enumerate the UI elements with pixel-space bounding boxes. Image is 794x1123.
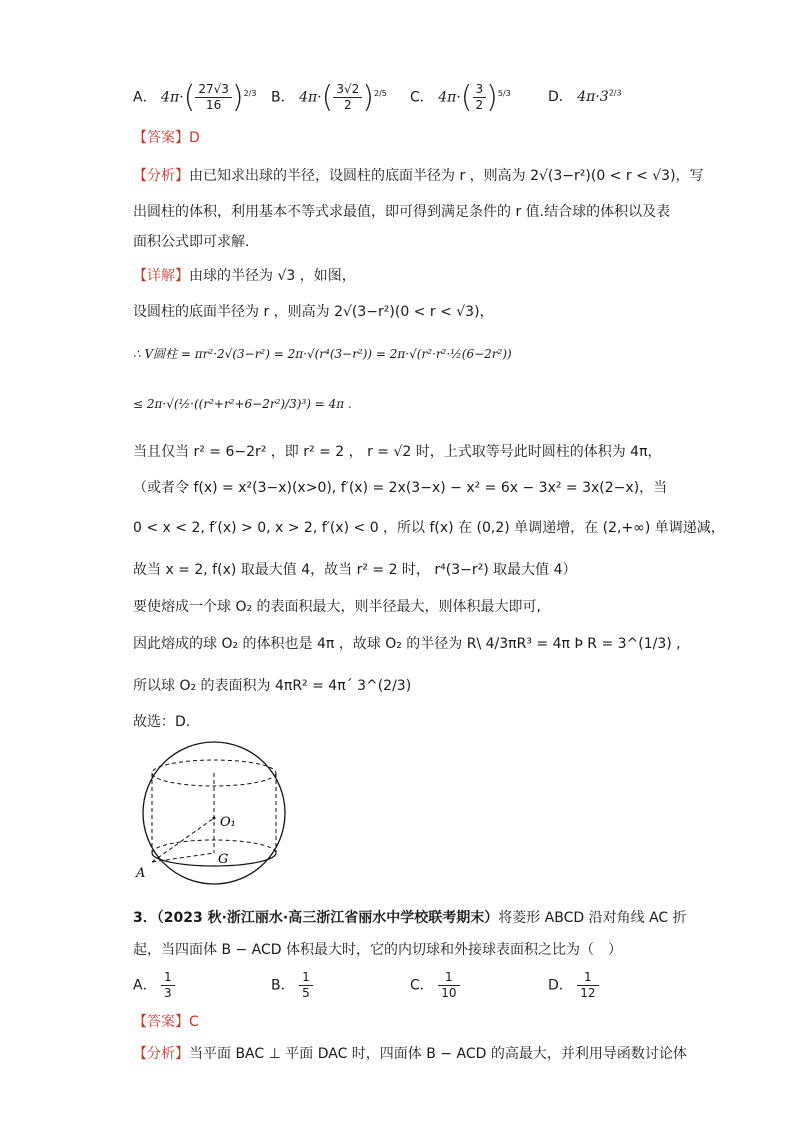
question-source: （2023 秋·浙江丽水·高三浙江省丽水中学校联考期末）: [156, 910, 499, 926]
detail-line-6: （或者令 f(x) = x²(3−x)(x>0), f′(x) = 2x(3−x) − x² = 6x − 3x² = 3x(2−x)，当: [133, 480, 668, 496]
detail-line-9: 要使熔成一个球 O₂ 的表面积最大，则半径最大，则体积最大即可,: [133, 599, 541, 615]
label-a: A: [136, 866, 146, 881]
frac-num: 3: [473, 82, 487, 98]
analysis-label: 【分析】: [133, 1046, 189, 1062]
frac-den: 3: [164, 986, 172, 1000]
analysis-text: 由已知求出球的半径，设圆柱的底面半径为 r ，则高为 2√(3−r²)(0 < r < √3)，写: [189, 168, 704, 184]
analysis-line-3: 面积公式即可求解.: [133, 234, 250, 250]
detail-line-10: 因此熔成的球 O₂ 的体积也是 4π ，故球 O₂ 的半径为 R\ 4/3πR³ = 4π Þ R = 3^(1/3) ,: [133, 636, 681, 652]
label-g: G: [218, 852, 229, 867]
option-b: B． 4π·( $\frac{3√2}{2}$ )$^{2/5}$: [271, 80, 387, 115]
option-a: A． 4π·( $\frac{27√3}{16}$ )$^{2/3}$: [133, 80, 257, 115]
sphere-cylinder-figure: [128, 738, 298, 888]
detail-line-2: 设圆柱的底面半径为 r ，则高为 2√(3−r²)(0 < r < √3)，: [133, 304, 494, 320]
option-letter: B．: [271, 89, 295, 106]
exponent: 2/5: [373, 88, 387, 98]
sphere-outline: [143, 742, 285, 884]
analysis-label: 【分析】: [133, 168, 189, 184]
frac-den: 5: [302, 986, 310, 1000]
q3-option-b: [271, 970, 313, 1001]
option-letter: D．: [548, 89, 573, 105]
q3-option-a: [133, 970, 175, 1001]
answer-label: 【答案】: [133, 1014, 189, 1030]
radius-line: [152, 818, 214, 862]
answer3-row: [133, 1012, 199, 1032]
center-dot: [213, 817, 216, 820]
frac-den: 2: [475, 98, 484, 112]
detail-label: 【详解】: [133, 268, 189, 284]
option-letter: D．: [548, 977, 573, 994]
detail-line-1: [133, 266, 356, 286]
detail-text: 由球的半径为 √3 ，如图，: [189, 268, 356, 284]
frac-den: 12: [580, 986, 596, 1000]
frac-den: 16: [205, 98, 222, 112]
question-text: 将菱形 ABCD 沿对角线 AC 折: [498, 910, 687, 926]
question-number: 3．: [133, 910, 157, 926]
option-letter: A．: [133, 977, 157, 994]
exponent: 5/3: [497, 88, 511, 98]
q3-line-2: 起，当四面体 B − ACD 体积最大时，它的内切球和外接球表面积之比为（ ）: [133, 942, 623, 958]
answer-label: 【答案】: [133, 130, 189, 146]
analysis-text: 当平面 BAC ⊥ 平面 DAC 时，四面体 B − ACD 的高最大，并利用导函数讨论体: [189, 1046, 687, 1062]
option-letter: A．: [133, 89, 157, 106]
frac-num: 1: [438, 970, 459, 986]
option-letter: C．: [410, 89, 434, 106]
frac-den: 2: [343, 98, 352, 112]
base-radius-line: [152, 853, 214, 862]
frac-num: 1: [577, 970, 598, 986]
detail-line-11: 所以球 O₂ 的表面积为 4πR² = 4π´ 3^(2/3): [133, 678, 412, 694]
option-expr: 4π·3: [577, 89, 609, 105]
detail-line-8: 故当 x = 2, f(x) 取最大值 4，故当 r² = 2 时， r⁴(3−r²) 取最大值 4）: [133, 562, 577, 578]
option-c: C． 4π·( $\frac{3}{2}$ )$^{5/3}$: [410, 80, 511, 115]
answer-value: D: [189, 130, 200, 146]
exponent: 2/3: [243, 88, 257, 98]
analysis3-row: [133, 1044, 687, 1064]
detail-line-12: 故选：D.: [133, 714, 191, 730]
q3-line-1: [133, 908, 687, 928]
frac-num: 3√2: [333, 82, 362, 98]
analysis-line-1: [133, 166, 704, 186]
frac-num: 27√3: [195, 82, 232, 98]
answer-row: [133, 128, 200, 148]
analysis-line-2: 出圆柱的体积，利用基本不等式求最值，即可得到满足条件的 r 值.结合球的体积以及表: [133, 204, 671, 220]
option-d: [548, 86, 622, 106]
detail-line-3: ∴ V圆柱 = πr²·2√(3−r²) = 2π·√(r⁴(3−r²)) = 2π·√(r²·r²·½(6−2r²)): [133, 347, 512, 361]
cylinder-bottom-front: [152, 853, 276, 866]
frac-den: 10: [441, 986, 457, 1000]
frac-num: 1: [161, 970, 175, 986]
detail-line-7: 0 < x < 2, f′(x) > 0, x > 2, f′(x) < 0 ，所以 f(x) 在 (0,2) 单调递增，在 (2,+∞) 单调递减，: [133, 520, 725, 536]
option-letter: B．: [271, 977, 295, 994]
detail-line-5: 当且仅当 r² = 6−2r² ，即 r² = 2 ， r = √2 时，上式取等号此时圆柱的体积为 4π，: [133, 444, 662, 460]
option-letter: C．: [410, 977, 434, 994]
frac-num: 1: [299, 970, 313, 986]
answer-value: C: [189, 1014, 199, 1030]
label-o1: O₁: [220, 815, 236, 830]
q3-option-d: [548, 970, 599, 1001]
exponent: 2/3: [608, 88, 622, 98]
q3-option-c: [410, 970, 460, 1001]
detail-line-4: ≤ 2π·√(½·((r²+r²+6−2r²)/3)³) = 4π .: [133, 397, 352, 411]
